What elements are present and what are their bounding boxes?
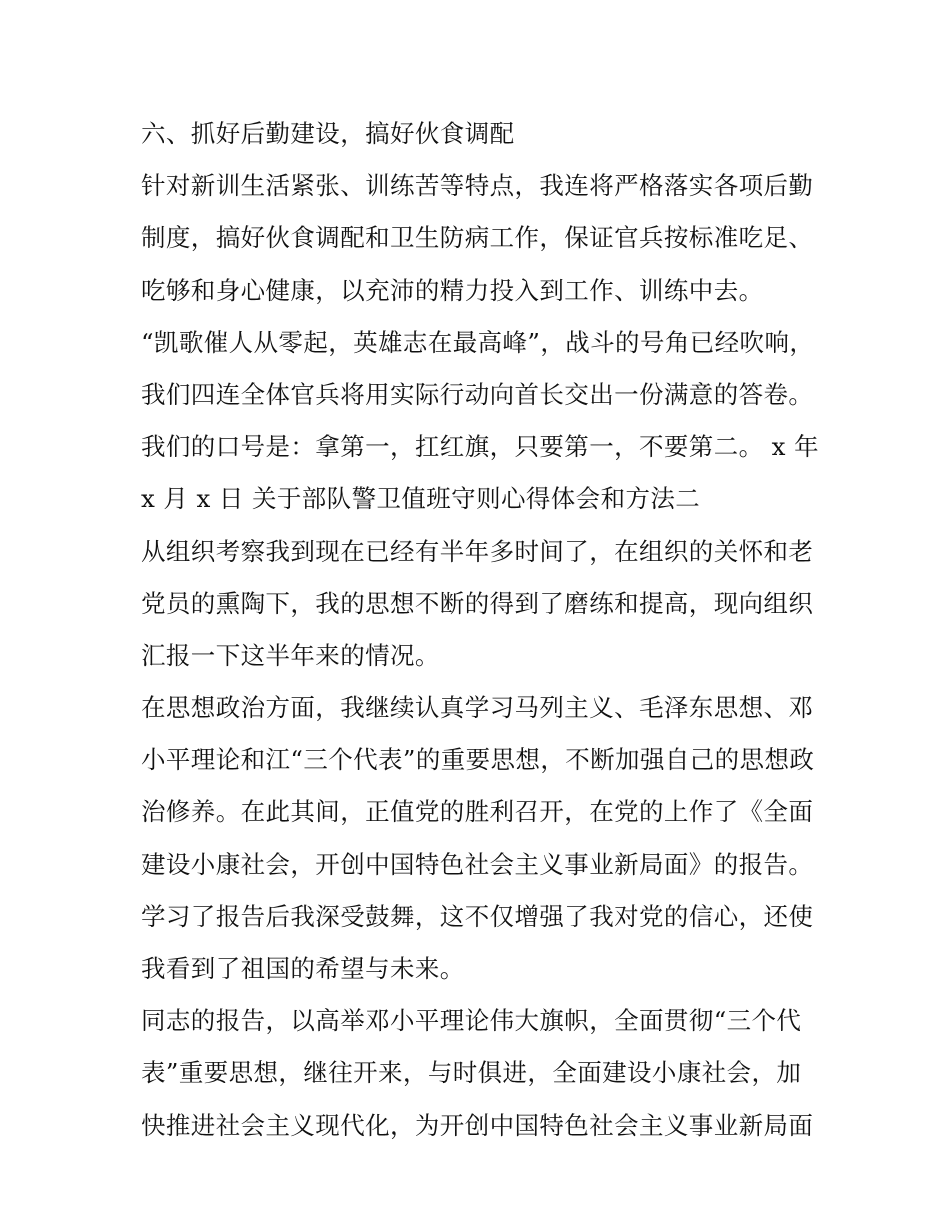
text-line: 建设小康社会，开创中国特色社会主义事业新局面》的报告。 (141, 849, 814, 879)
text-line: 党员的熏陶下，我的思想不断的得到了磨练和提高，现向组织 (141, 588, 814, 618)
section-heading: 六、抓好后勤建设，搞好伙食调配 (141, 119, 515, 148)
text-line: 从组织考察我到现在已经有半年多时间了，在组织的关怀和老 (141, 536, 814, 566)
text-line: x 月 x 日 关于部队警卫值班守则心得体会和方法二 (141, 484, 701, 514)
text-line: “凯歌催人从零起，英雄志在最高峰”，战斗的号角已经吹响， (141, 327, 815, 357)
text-line: 同志的报告，以高举邓小平理论伟大旗帜，全面贯彻“三个代 (141, 1006, 802, 1036)
text-line: 我看到了祖国的希望与未来。 (141, 954, 465, 983)
text-line: 在思想政治方面，我继续认真学习马列主义、毛泽东思想、邓 (141, 693, 814, 723)
text-line: 快推进社会主义现代化，为开创中国特色社会主义事业新局面 (141, 1110, 814, 1140)
text-line: 我们四连全体官兵将用实际行动向首长交出一份满意的答卷。 (141, 379, 814, 409)
text-line: 吃够和身心健康，以充沛的精力投入到工作、训练中去。 (141, 275, 764, 305)
text-line: 治修养。在此其间，正值党的胜利召开，在党的上作了《全面 (141, 797, 814, 827)
text-line: 我们的口号是：拿第一，扛红旗，只要第一，不要第二。 x 年 (141, 432, 819, 462)
text-line: 学习了报告后我深受鼓舞，这不仅增强了我对党的信心，还使 (141, 901, 814, 931)
text-line: 汇报一下这半年来的情况。 (141, 640, 440, 670)
document-body (141, 108, 821, 1152)
text-line: 针对新训生活紧张、训练苦等特点，我连将严格落实各项后勤 (141, 171, 814, 201)
text-line: 小平理论和江“三个代表”的重要思想，不断加强自己的思想政 (141, 745, 815, 775)
text-line: 表”重要思想，继往开来，与时俱进，全面建设小康社会，加 (141, 1058, 802, 1088)
text-line: 制度，搞好伙食调配和卫生防病工作，保证官兵按标准吃足、 (141, 223, 814, 253)
